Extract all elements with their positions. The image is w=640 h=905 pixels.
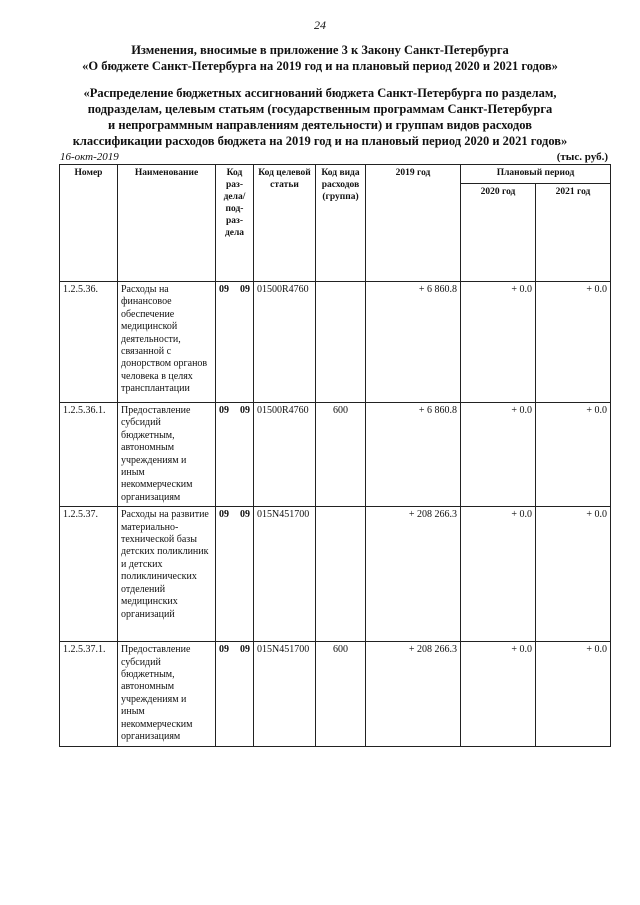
razdel: 09 [219, 284, 229, 295]
row-number: 1.2.5.37.1. [60, 642, 118, 746]
header-2021: 2021 год [536, 184, 611, 282]
header-target-code: Код целевой статьи [254, 165, 316, 282]
header-planned-period: Плановый период [461, 165, 611, 184]
header-2019: 2019 год [366, 165, 461, 282]
row-name: Расходы на финансовое обеспечение медицинской деятельности, связанной с донорством органов человека в целях трансплантации [118, 282, 216, 403]
header-number: Номер [60, 165, 118, 282]
row-section-code [216, 642, 254, 746]
row-2020: + 0.0 [461, 403, 536, 507]
header-expense-type: Код вида расходов (группа) [316, 165, 366, 282]
row-2019: + 208 266.3 [366, 642, 461, 746]
row-section-code [216, 282, 254, 403]
table-row [60, 507, 611, 642]
row-2019: + 6 860.8 [366, 403, 461, 507]
row-target-code: 015N451700 [254, 507, 316, 642]
razdel: 09 [219, 644, 229, 656]
row-2021: + 0.0 [536, 282, 611, 403]
document-date: 16-окт-2019 [60, 151, 119, 163]
subtitle-line-2: подразделам, целевым статьям (государственным программам Санкт-Петербурга [87, 102, 553, 116]
table-row [60, 403, 611, 507]
podrazdel: 09 [240, 405, 250, 416]
podrazdel: 09 [240, 284, 250, 295]
razdel: 09 [219, 405, 229, 416]
row-2021: + 0.0 [536, 642, 611, 746]
row-2019: + 208 266.3 [366, 507, 461, 642]
row-name: Предоставление субсидий бюджетным, автономным учреждениям и иным некоммерческим организациям [118, 403, 216, 507]
row-name: Предоставление субсидий бюджетным, автономным учреждениям и иным некоммерческим организациям [118, 642, 216, 746]
header-2020: 2020 год [461, 184, 536, 282]
title-line-1: Изменения, вносимые в приложение 3 к Закону Санкт-Петербурга [131, 43, 509, 57]
row-target-code: 01500R4760 [254, 282, 316, 403]
razdel: 09 [219, 509, 229, 521]
document-title [40, 42, 600, 74]
row-2020: + 0.0 [461, 507, 536, 642]
subtitle-line-1: «Распределение бюджетных ассигнований бюджета Санкт-Петербурга по разделам, [83, 86, 557, 100]
row-name: Расходы на развитие материально-технической базы детских поликлиник и детских поликлинических отделений медицинских организаций [118, 507, 216, 642]
row-2020: + 0.0 [461, 282, 536, 403]
row-expense-type: 600 [316, 642, 366, 746]
row-target-code: 015N451700 [254, 642, 316, 746]
row-number: 1.2.5.36. [60, 282, 118, 403]
table-row [60, 282, 611, 403]
row-number: 1.2.5.37. [60, 507, 118, 642]
header-section-code: Код раз-дела/ под-раз-дела [216, 165, 254, 282]
subtitle-line-4: классификации расходов бюджета на 2019 год и на плановый период 2020 и 2021 годов» [72, 134, 568, 148]
row-2019: + 6 860.8 [366, 282, 461, 403]
podrazdel: 09 [240, 644, 250, 656]
row-2021: + 0.0 [536, 507, 611, 642]
row-section-code [216, 403, 254, 507]
row-2020: + 0.0 [461, 642, 536, 746]
row-expense-type [316, 507, 366, 642]
budget-table [59, 164, 611, 747]
subtitle-line-3: и непрограммным направлениям деятельности) и группам видов расходов [108, 118, 532, 132]
row-section-code [216, 507, 254, 642]
podrazdel: 09 [240, 509, 250, 521]
table-row [60, 642, 611, 746]
row-target-code: 01500R4760 [254, 403, 316, 507]
title-line-2: «О бюджете Санкт-Петербурга на 2019 год и на плановый период 2020 и 2021 годов» [82, 59, 558, 73]
row-expense-type: 600 [316, 403, 366, 507]
unit-label: (тыс. руб.) [556, 151, 608, 163]
header-name: Наименование [118, 165, 216, 282]
row-expense-type [316, 282, 366, 403]
page-number: 24 [314, 18, 326, 32]
row-number: 1.2.5.36.1. [60, 403, 118, 507]
document-subtitle [40, 85, 600, 149]
row-2021: + 0.0 [536, 403, 611, 507]
